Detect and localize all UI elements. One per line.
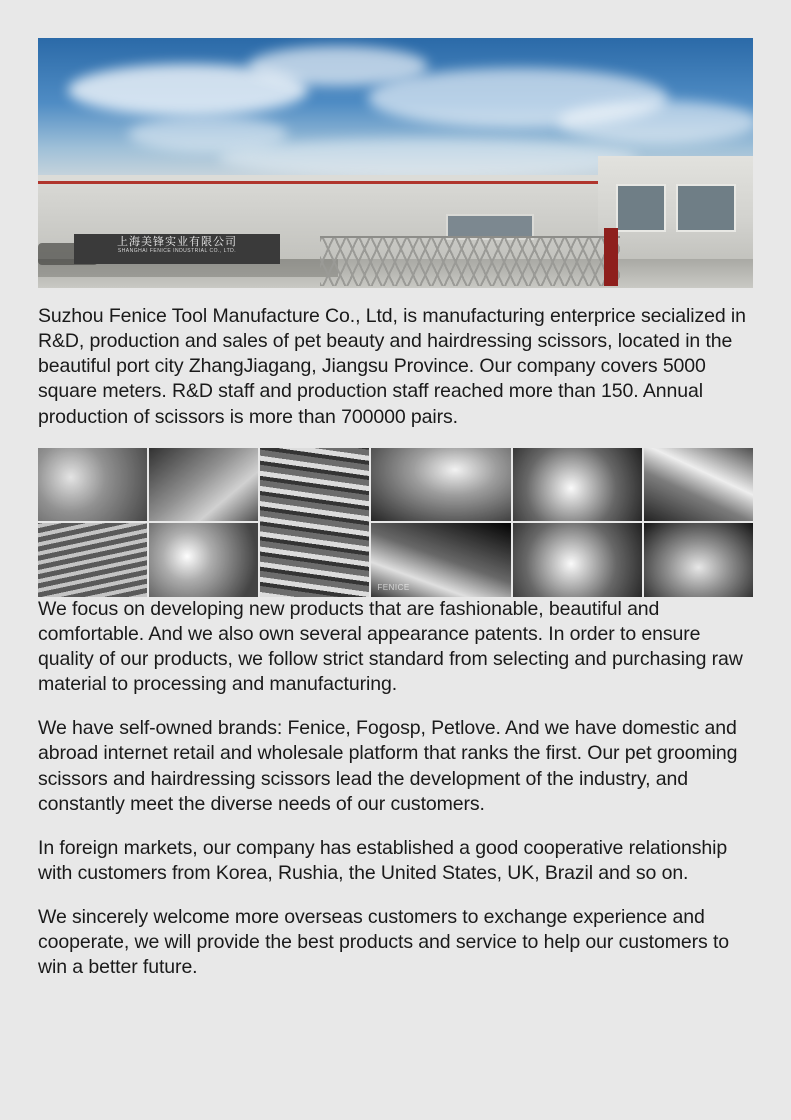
- gallery-image-finished-scissors-stack: [38, 523, 147, 597]
- gallery-image-cnc-machine-row: [260, 448, 369, 597]
- signboard-english-name: SHANGHAI FENICE INDUSTRIAL CO., LTD.: [117, 247, 237, 254]
- office-building: [598, 156, 753, 274]
- paragraph-product-development: We focus on developing new products that are fashionable, beautiful and comfortable. And we also own several appearance patents. In order to ensure quality of our products, we follow strict standard from selecting and purchasing raw material to processing and manufacturing.: [38, 597, 743, 696]
- paragraph-company-intro: Suzhou Fenice Tool Manufacture Co., Ltd, is manufacturing enterprice secialized in R&D, production and sales of pet beauty and hairdressing scissors, located in the beautiful port city ZhangJiagang, Jiangsu Province. Our company covers 5000 square meters. R&D staff and production staff reached more than 150. Annual production of scissors is more than 700000 pairs.: [38, 305, 746, 428]
- gallery-image-blade-sharpening: [513, 523, 642, 597]
- factory-exterior-photo: [38, 38, 753, 288]
- production-photo-gallery: [38, 448, 753, 597]
- cloud-shape: [558, 100, 753, 144]
- signboard-chinese-name: 上海美锋实业有限公司: [117, 236, 237, 248]
- gallery-image-machine-operator-hands: [371, 448, 511, 522]
- office-window: [616, 184, 666, 232]
- gallery-image-polishing-disc-machine: [371, 523, 511, 597]
- paragraph-welcome: We sincerely welcome more overseas customers to exchange experience and cooperate, we will provide the best products and service to help our customers to win a better future.: [38, 906, 730, 979]
- gallery-image-worker-at-bench: [149, 523, 258, 597]
- cloud-shape: [218, 138, 638, 178]
- gallery-image-worker-assembling-scissors: [149, 448, 258, 522]
- paragraph-brands: We have self-owned brands: Fenice, Fogosp, Petlove. And we have domestic and abroad internet retail and wholesale platform that ranks the first. Our pet grooming scissors and hairdressing scissors lead the development of the industry, and constantly meet the diverse needs of our customers.: [38, 717, 738, 815]
- retractable-gate: [320, 236, 620, 286]
- gallery-image-hands-polishing-blade: [644, 448, 753, 522]
- paragraph-foreign-markets: In foreign markets, our company has established a good cooperative relationship with customers from Korea, Rushia, the United States, UK, Brazil and so on.: [38, 836, 728, 884]
- gallery-image-scissor-blade-inspection: [513, 448, 642, 522]
- gallery-watermark: FENICE: [377, 582, 410, 592]
- gate-post: [604, 228, 618, 286]
- gallery-image-grinding-wheel-workstation: [38, 448, 147, 522]
- company-signboard: [74, 234, 280, 264]
- gallery-image-grinding-machine-closeup: [644, 523, 753, 597]
- office-window: [676, 184, 736, 232]
